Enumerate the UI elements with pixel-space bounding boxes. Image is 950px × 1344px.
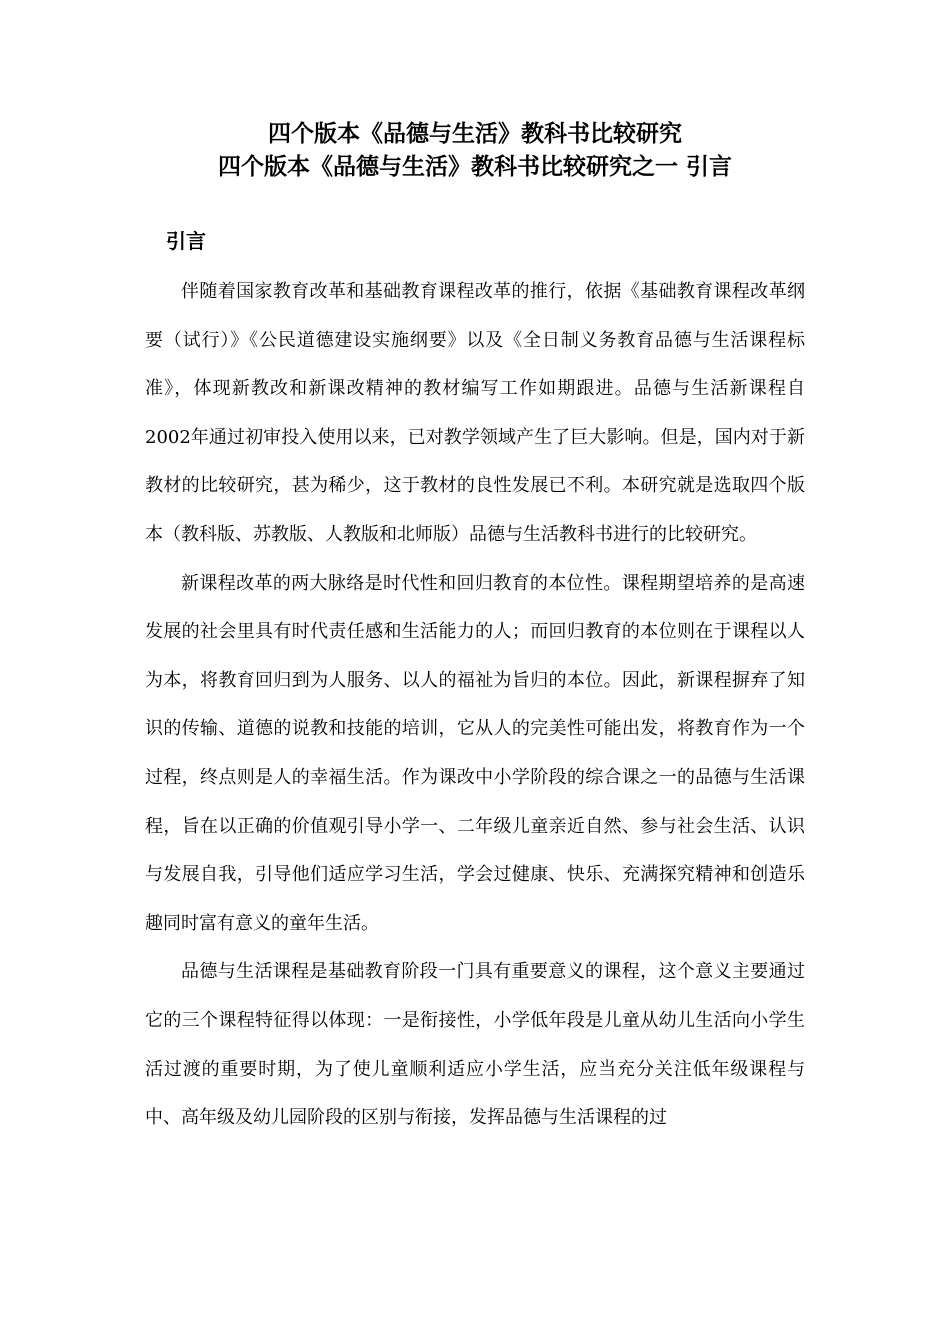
paragraph-2: 新课程改革的两大脉络是时代性和回归教育的本位性。课程期望培养的是高速发展的社会里具有时代责任感和生活能力的人；而回归教育的本位则在于课程以人为本，将教育回归到为人服务、以人的福祉为旨归的本位。因此，新课程摒弃了知识的传输、道德的说教和技能的培训，它从人的完美性可能出发，将教育作为一个过程，终点则是人的幸福生活。作为课改中小学阶段的综合课之一的品德与生活课程，旨在以正确的价值观引导小学一、二年级儿童亲近自然、参与社会生活、认识与发展自我，引导他们适应学习生活，学会过健康、快乐、充满探究精神和创造乐趣同时富有意义的童年生活。	[145, 572, 805, 934]
title-line-sub: 四个版本《品德与生活》教科书比较研究之一 引言	[217, 154, 732, 180]
body-text	[145, 268, 805, 1143]
section-heading: 引言	[166, 229, 206, 253]
title-line-main: 四个版本《品德与生活》教科书比较研究	[268, 121, 682, 147]
paragraph-1: 伴随着国家教育改革和基础教育课程改革的推行，依据《基础教育课程改革纲要（试行）》《公民道德建设实施纲要》以及《全日制义务教育品德与生活课程标准》，体现新教改和新课改精神的教材编写工作如期跟进。品德与生活新课程自2002年通过初审投入使用以来，已对教学领域产生了巨大影响。但是，国内对于新教材的比较研究，甚为稀少，这于教材的良性发展已不利。本研究就是选取四个版本（教科版、苏教版、人教版和北师版）品德与生活教科书进行的比较研究。	[145, 281, 805, 545]
document-title	[0, 118, 950, 184]
paragraph-3: 品德与生活课程是基础教育阶段一门具有重要意义的课程，这个意义主要通过它的三个课程特征得以体现：一是衔接性，小学低年段是儿童从幼儿生活向小学生活过渡的重要时期，为了使儿童顺利适应小学生活，应当充分关注低年级课程与中、高年级及幼儿园阶段的区别与衔接，发挥品德与生活课程的过	[145, 961, 805, 1129]
